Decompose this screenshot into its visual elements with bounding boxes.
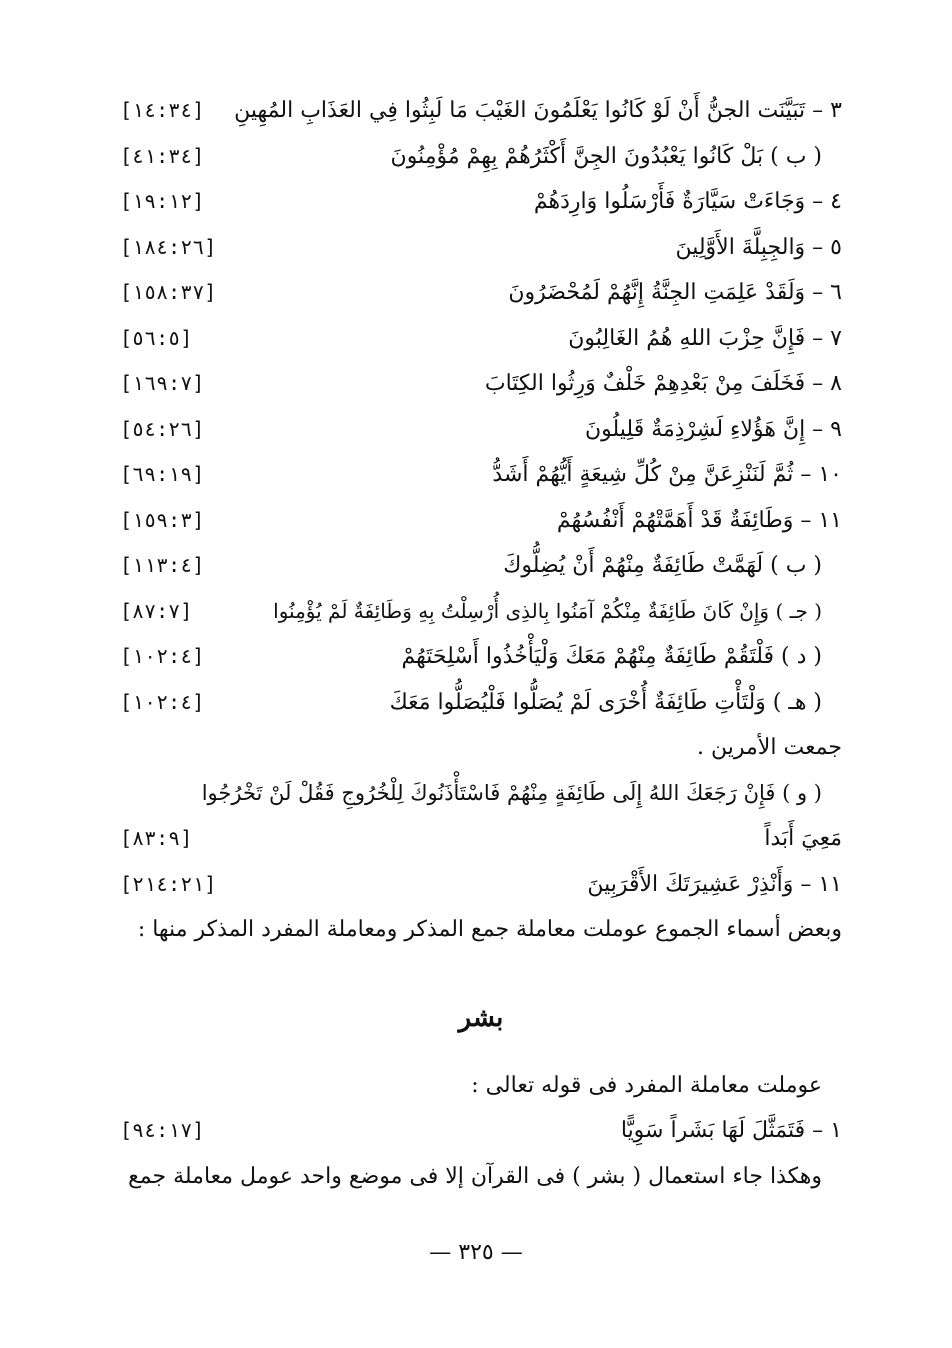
verse-entry (120, 1108, 842, 1154)
verse-entry (120, 361, 842, 407)
verse-entry (120, 634, 842, 680)
verse-reference: [٥٤:٢٦] (120, 416, 205, 441)
verse-entry (120, 134, 842, 180)
verse-text: مَعِيَ أَبَداً (764, 826, 842, 851)
verse-entry (120, 452, 842, 498)
verse-text: ٧ – فَإِنَّ حِزْبَ اللهِ هُمُ الغَالِبُونَ (568, 325, 842, 351)
verse-text: ٦ – وَلَقَدْ عَلِمَتِ الجِنَّةُ إِنَّهُمْ لَمُحْضَرُونَ (508, 280, 842, 305)
verse-reference: [١٥٨:٣٧] (120, 280, 217, 304)
verse-text: ١١ – وَطَائِفَةٌ قَدْ أَهَمَّتْهُمْ أَنْفُسُهُمْ (556, 507, 842, 533)
verse-reference: [١٩:١٢] (120, 189, 205, 213)
verse-entry-continuation (120, 816, 842, 862)
body-paragraph: وبعض أسماء الجموع عوملت معاملة جمع المذكر ومعاملة المفرد المذكر منها : (137, 917, 842, 942)
paragraph-text: وهكذا جاء استعمال ( بشر ) فى القرآن إلا فى موضع واحد عومل معاملة جمع (128, 1163, 822, 1189)
verse-reference: [٨٧:٧] (120, 598, 193, 623)
body-paragraph (120, 1154, 842, 1200)
verse-reference: [١١٣:٤] (120, 553, 205, 577)
verse-text: ١١ – وَأَنْذِرْ عَشِيرَتَكَ الأَقْرَبِينَ (587, 871, 842, 897)
verse-reference: [١٥٩:٣] (120, 507, 205, 532)
verse-entry (120, 407, 842, 453)
verse-entry (120, 498, 842, 544)
verse-reference: [١٨٤:٢٦] (120, 234, 217, 259)
verse-entry (120, 88, 842, 134)
verse-text: ( ب ) بَلْ كَانُوا يَعْبُدُونَ الجِنَّ أَكْثَرُهُمْ بِهِمْ مُؤْمِنُونَ (390, 143, 822, 169)
intro-text: عوملت معاملة المفرد فى قوله تعالى : (471, 1072, 822, 1098)
verse-text: ٩ – إِنَّ هَؤُلاءِ لَشِرْذِمَةٌ قَلِيلُونَ (584, 416, 842, 442)
verse-reference: [١٠٢:٤] (120, 644, 205, 668)
verse-text: ( جـ ) وَإِنْ كَانَ طَائِفَةٌ مِنْكُمْ آمَنُوا بِالذِى أُرْسِلْتُ بِهِ وَطَائِفَةٌ لَمْ يُؤْمِنُوا (273, 598, 822, 623)
verse-reference: [٢١٤:٢١] (120, 871, 217, 896)
verse-reference: [٥٦:٥] (120, 325, 193, 350)
verse-text: ٨ – فَخَلَفَ مِنْ بَعْدِهِمْ خَلْفٌ وَرِثُوا الكِتَابَ (484, 371, 842, 396)
verse-reference: [١٦٩:٧] (120, 371, 205, 395)
verse-entry (120, 543, 842, 589)
verse-reference: [٨٣:٩] (120, 826, 193, 850)
verse-entry (120, 771, 842, 817)
verse-text: ٣ – تَبَيَّنَت الجنُّ أَنْ لَوْ كَانُوا يَعْلَمُونَ الغَيْبَ مَا لَبِثُوا فِي العَذَابِ المُهِينِ (234, 98, 842, 123)
verse-reference: [١٤:٣٤] (120, 98, 205, 122)
verse-text: ( د ) فَلْتَقُمْ طَائِفَةٌ مِنْهُمْ مَعَكَ وَلْيَأْخُذُوا أَسْلِحَتَهُمْ (401, 644, 822, 669)
verse-text: ٥ – وَالجِبِلَّةَ الأَوَّلِينَ (675, 234, 842, 260)
verse-text: ( و ) فَإِنْ رَجَعَكَ اللهُ إِلَى طَائِفَةٍ مِنْهُمْ فَاسْتَأْذَنُوكَ لِلْخُرُوجِ فَقُلْ لَنْ تَخْرُجُوا (201, 780, 822, 805)
verse-entry (120, 225, 842, 271)
verse-reference: [١٠٢:٤] (120, 689, 205, 714)
verse-reference: [٦٩:١٩] (120, 462, 205, 486)
combined-note (120, 725, 842, 771)
verse-entry (120, 589, 842, 635)
verse-entry (120, 270, 842, 316)
page-number: — ٣٢٥ — (429, 1240, 523, 1265)
verse-entry (120, 680, 842, 726)
section-heading: بشر (458, 1002, 504, 1033)
note-text: جمعت الأمرين . (697, 735, 842, 760)
verse-text: ١٠ – ثُمَّ لَنَنْزِعَنَّ مِنْ كُلِّ شِيعَةٍ أَيُّهُمْ أَشَدُّ (492, 462, 842, 487)
page-body (120, 88, 842, 1199)
verse-reference: [٩٤:١٧] (120, 1118, 205, 1142)
verse-entry (120, 179, 842, 225)
verse-text: ١ – فَتَمَثَّلَ لَهَا بَشَراً سَوِيًّا (620, 1118, 842, 1143)
verse-reference: [٤١:٣٤] (120, 143, 205, 168)
verse-text: ( هـ ) وَلْتَأْتِ طَائِفَةٌ أُخْرَى لَمْ يُصَلُّوا فَلْيُصَلُّوا مَعَكَ (389, 689, 822, 715)
verse-text: ( ب ) لَهَمَّتْ طَائِفَةٌ مِنْهُمْ أَنْ يُضِلُّوكَ (503, 553, 822, 578)
verse-text: ٤ – وَجَاءَتْ سَيَّارَةٌ فَأَرْسَلُوا وَارِدَهُمْ (533, 189, 842, 214)
intro-line (120, 1063, 842, 1109)
verse-entry (120, 862, 842, 908)
verse-entry (120, 316, 842, 362)
